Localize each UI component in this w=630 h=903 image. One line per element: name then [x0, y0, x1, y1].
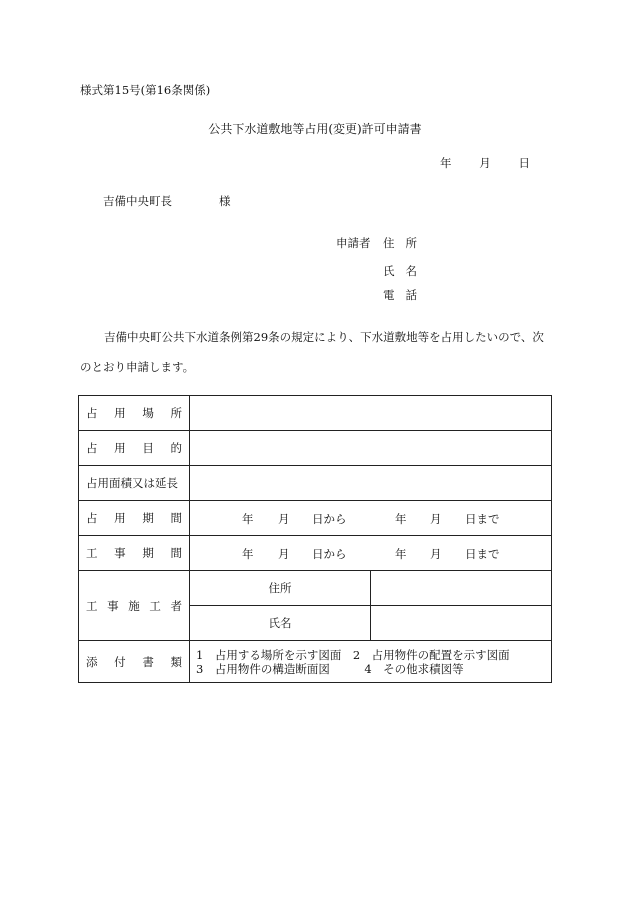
label-char: 期	[142, 546, 154, 560]
attachment-line-1: 1 占用する場所を示す図面 2 占用物件の配置を示す図面	[196, 647, 510, 662]
date-year-label: 年	[440, 156, 452, 170]
area-label-text: 占用面積又は延長	[86, 476, 178, 490]
body-line-1: 吉備中央町公共下水道条例第29条の規定により、下水道敷地等を占用したいので、次	[104, 330, 544, 344]
attachment-line-2: 3 占用物件の構造断面図 4 その他求積図等	[196, 661, 464, 676]
label-char: 事	[114, 546, 126, 560]
label-char: 工	[86, 546, 98, 560]
construction-period-value[interactable]	[190, 536, 552, 571]
label-char: 占	[86, 511, 98, 525]
period-word: 日まで	[465, 547, 500, 561]
contractor-label	[79, 571, 190, 641]
document-title: 公共下水道敷地等占用(変更)許可申請書	[208, 122, 422, 136]
name-char: 氏	[383, 264, 395, 278]
row-contractor-address	[79, 571, 552, 606]
period-word: 年	[395, 547, 407, 561]
row-area	[79, 466, 552, 501]
occupancy-period-label	[79, 501, 190, 536]
period-word: 年	[242, 512, 254, 526]
period-word: 月	[278, 547, 290, 561]
period-word: 日から	[312, 547, 347, 561]
construction-period-label	[79, 536, 190, 571]
phone-char: 電	[383, 288, 395, 302]
label-char: 用	[114, 441, 126, 455]
recipient-honorific: 様	[219, 194, 231, 208]
label-char: 間	[170, 511, 182, 525]
recipient-name: 吉備中央町長	[103, 194, 172, 208]
label-char: 施	[128, 598, 140, 613]
contractor-name-label: 氏名	[190, 606, 371, 641]
period-word: 月	[430, 547, 442, 561]
label-char: 的	[170, 441, 182, 455]
label-char: 書	[142, 654, 154, 669]
row-location	[79, 396, 552, 431]
area-label	[79, 466, 190, 501]
purpose-label	[79, 431, 190, 466]
period-word: 日まで	[465, 512, 500, 526]
label-char: 間	[170, 546, 182, 560]
row-construction-period	[79, 536, 552, 571]
occupancy-period-value[interactable]	[190, 501, 552, 536]
location-value[interactable]	[190, 396, 552, 431]
phone-char: 話	[405, 288, 417, 302]
form-number: 様式第15号(第16条関係)	[80, 83, 211, 97]
period-word: 月	[430, 512, 442, 526]
label-char: 場	[142, 406, 154, 420]
recipient	[103, 193, 231, 209]
attachments-label	[79, 641, 190, 683]
label-char: 工	[149, 598, 161, 613]
row-purpose	[79, 431, 552, 466]
period-word: 年	[242, 547, 254, 561]
label-char: 占	[86, 441, 98, 455]
application-table	[78, 395, 552, 683]
contractor-address-label: 住所	[190, 571, 371, 606]
row-occupancy-period	[79, 501, 552, 536]
period-word: 年	[395, 512, 407, 526]
label-char: 者	[170, 598, 182, 613]
purpose-value[interactable]	[190, 431, 552, 466]
applicant-name-label	[383, 263, 417, 279]
contractor-name-value[interactable]	[371, 606, 552, 641]
body-line-2: のとおり申請します。	[80, 360, 195, 374]
area-value[interactable]	[190, 466, 552, 501]
body-paragraph	[80, 322, 560, 382]
attachments-value	[190, 641, 552, 683]
date-day-label: 日	[518, 156, 530, 170]
address-char: 住	[383, 236, 395, 250]
period-word: 日から	[312, 512, 347, 526]
contractor-address-value[interactable]	[371, 571, 552, 606]
label-char: 所	[170, 406, 182, 420]
label-char: 付	[114, 654, 126, 669]
label-char: 類	[170, 654, 182, 669]
label-char: 添	[86, 654, 98, 669]
applicant-address-label	[383, 235, 417, 251]
row-attachments	[79, 641, 552, 683]
applicant-label: 申請者	[336, 236, 371, 250]
period-word: 月	[278, 512, 290, 526]
applicant-phone-label	[383, 287, 417, 303]
label-char: 期	[142, 511, 154, 525]
name-char: 名	[405, 264, 417, 278]
date-line	[440, 155, 530, 171]
label-char: 用	[114, 511, 126, 525]
label-char: 用	[114, 406, 126, 420]
label-char: 事	[107, 598, 119, 613]
construction-period-words	[190, 536, 551, 570]
occupancy-period-words	[190, 501, 551, 535]
address-char: 所	[405, 236, 417, 250]
label-char: 占	[86, 406, 98, 420]
date-month-label: 月	[479, 156, 491, 170]
location-label	[79, 396, 190, 431]
label-char: 工	[86, 598, 98, 613]
label-char: 目	[142, 441, 154, 455]
